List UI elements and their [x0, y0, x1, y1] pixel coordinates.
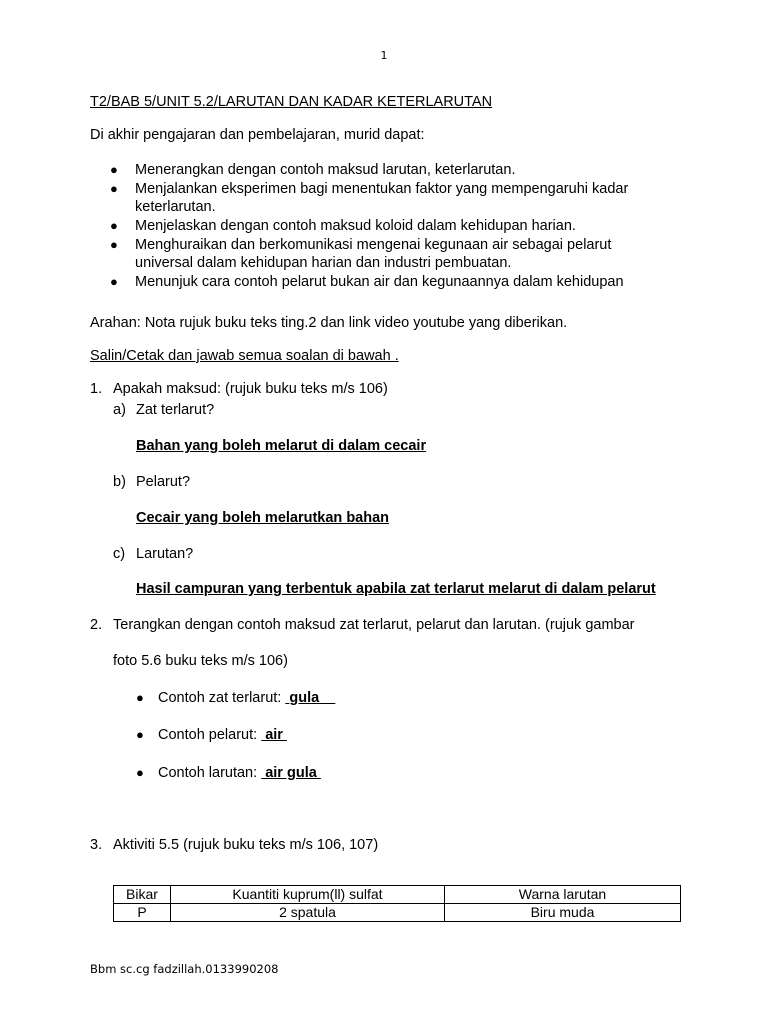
objectives-list	[110, 161, 670, 292]
question-1b-letter: b)	[113, 474, 126, 490]
question-1-number: 1.	[90, 381, 103, 397]
table-header-cell: Kuantiti kuprum(ll) sulfat	[171, 886, 445, 904]
solute-example: Contoh zat terlarut: gula	[158, 690, 320, 706]
activity-table	[113, 885, 681, 922]
solute-answer: gula	[289, 690, 320, 706]
table-row	[114, 904, 681, 922]
bullet-icon: ●	[136, 690, 144, 705]
question-2-text: Terangkan dengan contoh maksud zat terlarut, pelarut dan larutan. (rujuk gambar	[113, 617, 635, 633]
intro-text: Di akhir pengajaran dan pembelajaran, murid dapat:	[90, 127, 425, 143]
table-header-row	[114, 886, 681, 904]
objective-item: ● Menerangkan dengan contoh maksud larutan, keterlarutan.	[110, 162, 516, 178]
question-3-number: 3.	[90, 837, 103, 853]
table-cell: 2 spatula	[171, 904, 445, 922]
table-cell: Biru muda	[445, 904, 681, 922]
bullet-icon: ●	[110, 162, 118, 177]
objective-item: ● Menjelaskan dengan contoh maksud koloid dalam kehidupan harian.	[110, 218, 576, 234]
question-1b-text: Pelarut?	[136, 474, 191, 490]
solution-answer: air gula	[265, 765, 317, 781]
objective-item: ● Menghuraikan dan berkomunikasi mengenai kegunaan air sebagai pelarut universal dalam kehidupan harian dan industri pembuatan.	[110, 237, 612, 271]
solvent-answer: air	[265, 727, 283, 743]
bullet-icon: ●	[136, 765, 144, 780]
question-2-text-continued: foto 5.6 buku teks m/s 106)	[113, 653, 288, 669]
question-1c-text: Larutan?	[136, 546, 194, 562]
instruction-text: Arahan: Nota rujuk buku teks ting.2 dan link video youtube yang diberikan.	[90, 315, 568, 331]
table-header-cell: Bikar	[114, 886, 171, 904]
bullet-icon: ●	[136, 727, 144, 742]
bullet-icon: ●	[110, 237, 118, 252]
question-1a-letter: a)	[113, 402, 126, 418]
question-1-text: Apakah maksud: (rujuk buku teks m/s 106)	[113, 381, 388, 397]
bullet-icon: ●	[110, 274, 118, 289]
question-2-number: 2.	[90, 617, 103, 633]
copy-instruction: Salin/Cetak dan jawab semua soalan di bawah .	[90, 348, 399, 364]
document-title: T2/BAB 5/UNIT 5.2/LARUTAN DAN KADAR KETERLARUTAN	[90, 94, 493, 110]
question-1a-answer: Bahan yang boleh melarut di dalam cecair	[136, 438, 427, 454]
question-1c-answer: Hasil campuran yang terbentuk apabila zat terlarut melarut di dalam pelarut	[136, 581, 656, 597]
bullet-icon: ●	[110, 181, 118, 196]
solvent-example: Contoh pelarut: air	[158, 727, 283, 743]
table-cell: P	[114, 904, 171, 922]
question-1c-letter: c)	[113, 546, 126, 562]
solution-example: Contoh larutan: air gula	[158, 765, 317, 781]
question-1a-text: Zat terlarut?	[136, 402, 215, 418]
question-1b-answer: Cecair yang boleh melarutkan bahan	[136, 510, 390, 526]
bullet-icon: ●	[110, 218, 118, 233]
objective-item: ● Menunjuk cara contoh pelarut bukan air dan kegunaannya dalam kehidupan	[110, 274, 624, 290]
footer-text: Bbm sc.cg fadzillah.0133990208	[90, 962, 279, 976]
question-3-text: Aktiviti 5.5 (rujuk buku teks m/s 106, 107)	[113, 837, 379, 853]
objective-item: ● Menjalankan eksperimen bagi menentukan faktor yang mempengaruhi kadar keterlarutan.	[110, 181, 629, 215]
page-number: 1	[380, 49, 388, 62]
table-header-cell: Warna larutan	[445, 886, 681, 904]
